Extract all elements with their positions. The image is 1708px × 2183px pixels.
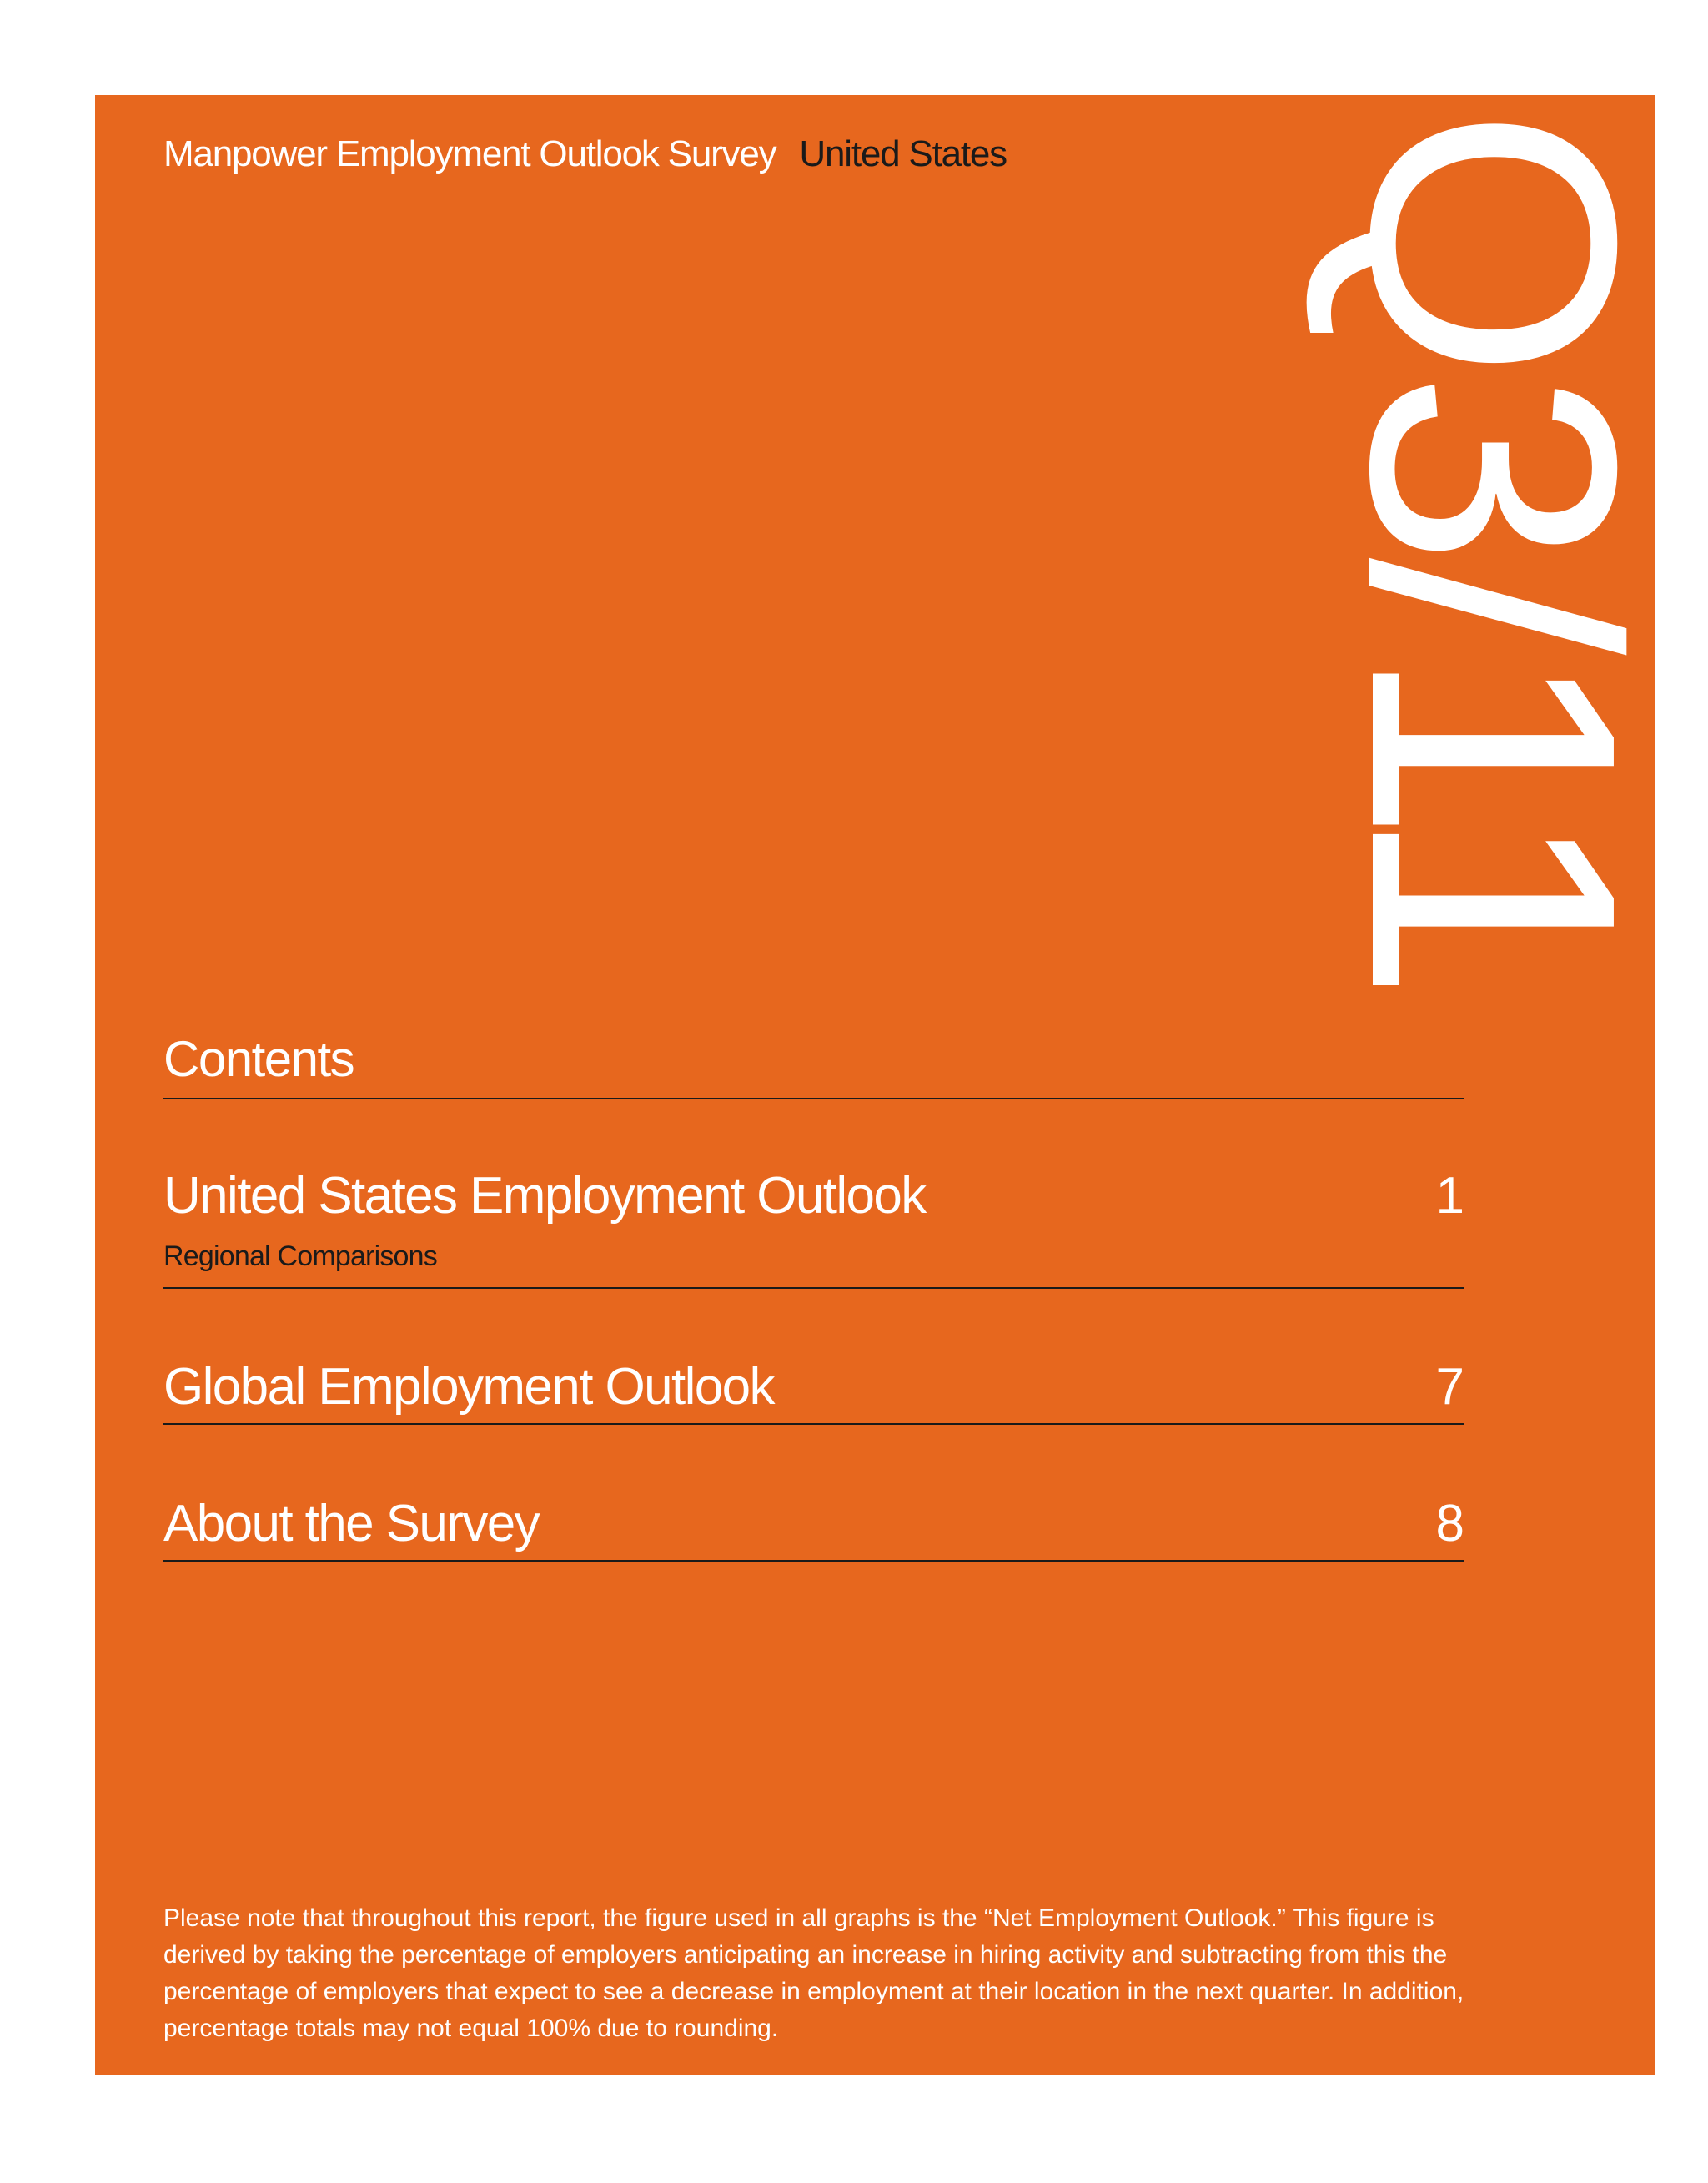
toc-page-about-survey: 8	[1435, 1495, 1464, 1552]
toc-item-global-outlook[interactable]: Global Employment Outlook	[163, 1358, 774, 1416]
toc-divider	[163, 1287, 1464, 1289]
toc-item-us-outlook[interactable]: United States Employment Outlook	[163, 1167, 926, 1225]
toc-divider	[163, 1560, 1464, 1562]
country-name: United States	[799, 133, 1007, 174]
toc-item-about-survey[interactable]: About the Survey	[163, 1495, 540, 1552]
contents-heading: Contents	[163, 1031, 354, 1087]
toc-page-global-outlook: 7	[1435, 1358, 1464, 1416]
contents-divider	[163, 1098, 1464, 1099]
toc-divider	[163, 1423, 1464, 1425]
toc-subitem-regional[interactable]: Regional Comparisons	[163, 1240, 437, 1272]
quarter-label: Q3/11	[1298, 107, 1689, 994]
methodology-note: Please note that throughout this report, the figure used in all graphs is the “Net Employment Outlook.” This figure is derived by taking the percentage of employers anticipating an increase in hiring activity and subtracting from this the percentage of employers that expect to see a decrease in employment at their location in the next quarter. In addition, percentage totals may not equal 100% due to rounding.	[163, 1904, 1464, 2042]
report-header	[163, 133, 1007, 175]
toc-page-us-outlook: 1	[1435, 1167, 1464, 1225]
survey-name: Manpower Employment Outlook Survey	[163, 133, 776, 174]
